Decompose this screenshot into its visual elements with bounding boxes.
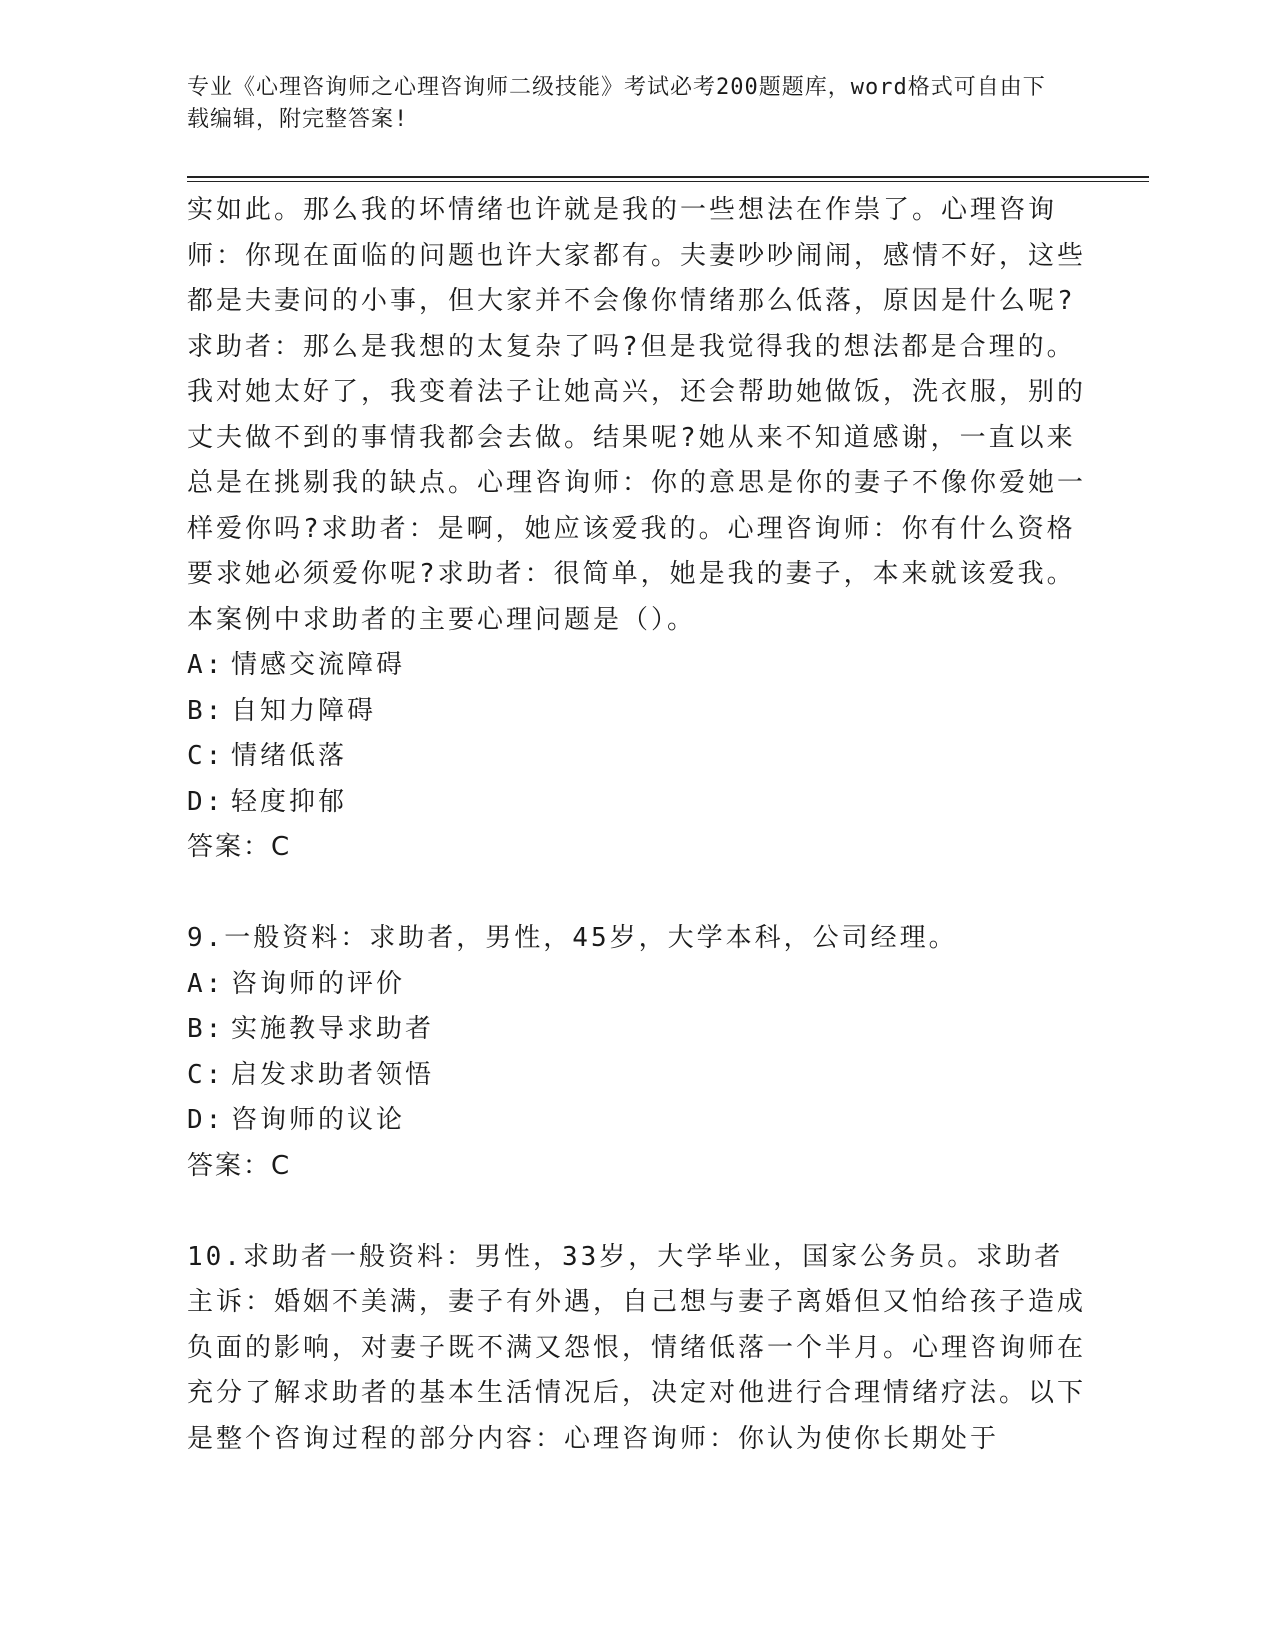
header-divider-thin <box>187 181 1149 182</box>
option-letter: C: <box>187 741 225 771</box>
option-letter: D: <box>187 1105 225 1135</box>
question-9-text: 9.一般资料：求助者，男性，45岁，大学本科，公司经理。 <box>187 923 958 953</box>
question-9-answer: 答案：C <box>187 1150 292 1181</box>
question-10-text: 10.求助者一般资料：男性，33岁，大学毕业，国家公务员。求助者主诉：婚姻不美满，妻子有外遇，自己想与妻子离婚但又怕给孩子造成负面的影响，对妻子既不满又怨恨，情绪低落一个半月。心理咨询师在充分了解求助者的基本生活情况后，决定对他进行合理情绪疗法。以下是整个咨询过程的部分内容：心理咨询师：你认为使你长期处于 <box>187 1241 1087 1454</box>
question-8-option-a <box>187 643 1087 689</box>
option-text: 自知力障碍 <box>231 695 377 726</box>
option-text: 实施教导求助者 <box>231 1014 435 1044</box>
page-header-title: 专业《心理咨询师之心理咨询师二级技能》考试必考200题题库，word格式可自由下载编辑，附完整答案! <box>187 75 1046 132</box>
option-letter: B: <box>187 695 225 726</box>
option-text: 情感交流障碍 <box>231 650 406 680</box>
question-8-option-d <box>187 780 1087 826</box>
option-text: 启发求助者领悟 <box>231 1059 435 1090</box>
header-divider-thick <box>187 176 1149 178</box>
option-letter: A: <box>187 650 225 680</box>
question-spacer <box>187 1189 1087 1235</box>
question-spacer <box>187 871 1087 917</box>
option-letter: B: <box>187 1014 225 1044</box>
question-8-text: 实如此。那么我的坏情绪也许就是我的一些想法在作祟了。心理咨询师：你现在面临的问题也许大家都有。夫妻吵吵闹闹，感情不好，这些都是夫妻问的小事，但大家并不会像你情绪那么低落，原因是什么呢?求助者：那么是我想的太复杂了吗?但是我觉得我的想法都是合理的。我对她太好了，我变着法子让她高兴，还会帮助她做饭，洗衣服，别的丈夫做不到的事情我都会去做。结果呢?她从来不知道感谢，一直以来总是在挑剔我的缺点。心理咨询师：你的意思是你的妻子不像你爱她一样爱你吗?求助者：是啊，她应该爱我的。心理咨询师：你有什么资格要求她必须爱你呢?求助者：很简单，她是我的妻子，本来就该爱我。本案例中求助者的主要心理问题是（）。 <box>187 195 1087 635</box>
question-8-option-c <box>187 734 1087 780</box>
question-8-option-b <box>187 689 1087 735</box>
option-letter: D: <box>187 786 225 817</box>
question-8-answer: 答案：C <box>187 832 292 862</box>
option-text: 咨询师的评价 <box>231 968 406 999</box>
question-9-option-d <box>187 1098 1087 1144</box>
option-text: 轻度抑郁 <box>231 786 348 817</box>
option-letter: A: <box>187 968 225 999</box>
question-9-option-c <box>187 1053 1087 1099</box>
option-text: 情绪低落 <box>231 741 348 771</box>
question-9-option-a <box>187 962 1087 1008</box>
option-text: 咨询师的议论 <box>231 1105 406 1135</box>
question-9-option-b <box>187 1007 1087 1053</box>
option-letter: C: <box>187 1059 225 1090</box>
question-content <box>187 188 1087 1462</box>
